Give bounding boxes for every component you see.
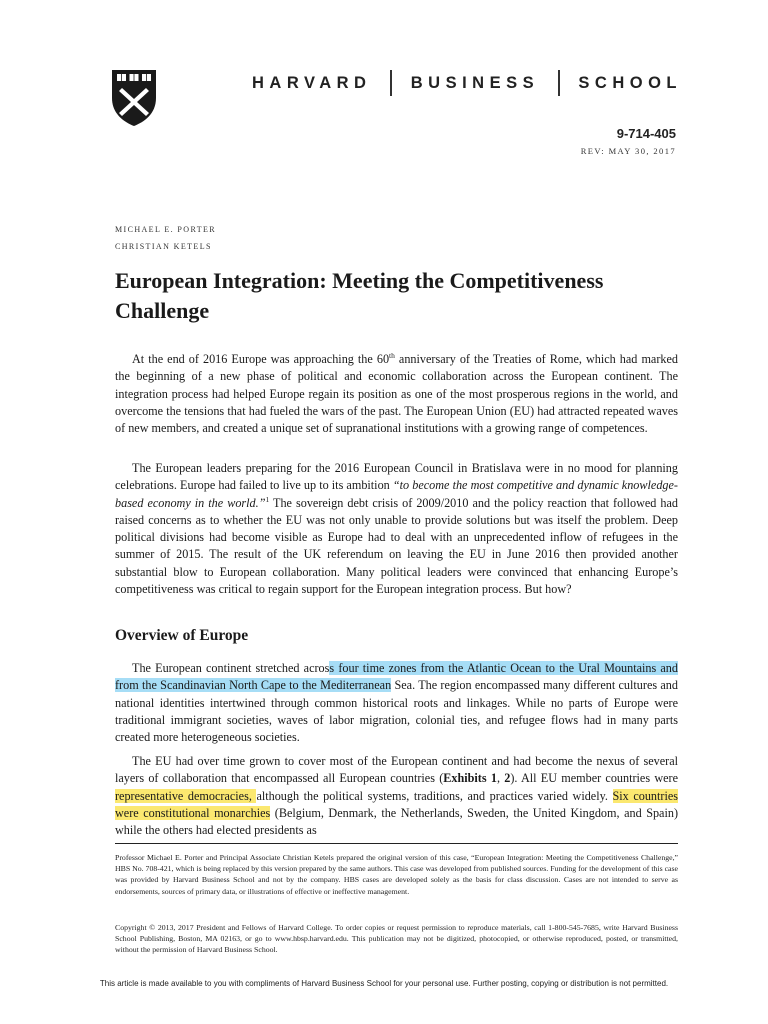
school-word-school: SCHOOL (578, 73, 682, 92)
text-run: although the political systems, traditions, and practices varied widely. (256, 788, 613, 803)
body-paragraph (115, 660, 678, 746)
case-number: 9-714-405 (616, 126, 676, 141)
footnote-authorship: Professor Michael E. Porter and Principal Associate Christian Ketels prepared the original version of this case, “European Integration: Meeting the Competitiveness Challenge,” HBS No. 708-421, which is being replaced by this version prepared by the same authors. This case was developed from published sources. Funding for the development of this case was provided by Harvard Business School and not by the company. HBS cases are developed solely as the basis for class discussion. Cases are not intended to serve as endorsements, sources of primary data, or illustrations of effective or ineffective management. (115, 853, 678, 896)
case-title: European Integration: Meeting the Competitiveness Challenge (115, 268, 604, 323)
author-name: CHRISTIAN KETELS (115, 242, 212, 251)
text-run: Sea. The region encompassed many different cultures and national identities intertwined through common historical roots and linkages. While no parts of Europe were traditional immigrant societies, waves of labor migration, colonial ties, and refugee flows had in many parts created more heterogeneous societies. (115, 678, 678, 745)
body-paragraph (115, 460, 678, 598)
body-paragraph (115, 753, 678, 839)
text-run: The EU had over time grown to cover most of the European continent and had become the nexus of several layers of collaboration that encompassed all European countries ( (115, 754, 678, 786)
header-divider (558, 70, 560, 96)
author-name: MICHAEL E. PORTER (115, 225, 217, 234)
text-run: The European continent stretched acros (132, 661, 330, 675)
text-run: anniversary of the Treaties of Rome, which had marked the beginning of a new phase of political and economic collaboration across the European continent. The integration process had helped Europe regain its position as one of the most prosperous regions in the world, and overcome the tensions that had fueled the wars of the past. The European Union (EU) had attracted repeated waves of new members, and created a unique set of supranational institutions with a growing range of competences. (115, 352, 678, 436)
text-run: ). All EU member countries were (510, 771, 678, 786)
exhibit-reference[interactable]: 2 (504, 771, 511, 786)
highlighted-text-yellow[interactable]: Six countries were constitutional monarchies (115, 788, 679, 820)
text-run: The sovereign debt crisis of 2009/2010 and the policy reaction that followed had raised concerns as to whether the EU was not only unable to provide solutions but was itself the problem. Deep political divisions had become visible as Europe had to deal with an unprecedented inflow of refugees in the summer of 2015. The result of the UK referendum on leaving the EU in June 2016 then provided another substantial blow to European collaboration. Many political leaders were convinced that enhancing Europe’s competitiveness was critical to regain support for the European integration process. But how? (115, 495, 678, 597)
italic-quote: “to become the most competitive and dynamic knowledge-based economy in the world.” (115, 478, 678, 510)
revision-date: REV: MAY 30, 2017 (580, 146, 676, 156)
header-divider (390, 70, 392, 96)
body-paragraph (115, 351, 678, 437)
text-run: , (496, 771, 505, 786)
school-word-business: BUSINESS (410, 73, 540, 92)
highlighted-text-yellow[interactable]: representative democracies, (115, 788, 257, 803)
text-run: (Belgium, Denmark, the Netherlands, Sweden, the United Kingdom, and Spain) while the others had elected presidents as (115, 805, 679, 838)
school-word-harvard: HARVARD (252, 73, 372, 92)
text-run: At the end of 2016 Europe was approaching the 60 (132, 352, 390, 366)
footnote-reference[interactable]: 1 (265, 494, 270, 504)
exhibit-reference[interactable]: Exhibits 1 (443, 771, 497, 786)
distribution-notice: This article is made available to you with compliments of Harvard Business School for your personal use. Further posting, copying or distribution is not permitted. (99, 979, 669, 988)
footnote-copyright: Copyright © 2013, 2017 President and Fellows of Harvard College. To order copies or request permission to reproduce materials, call 1-800-545-7685, write Harvard Business School Publishing, Boston, MA 02163, or go to www.hbsp.harvard.edu. This publication may not be digitized, photocopied, or otherwise reproduced, posted, or transmitted, without the permission of Harvard Business School. (115, 923, 678, 955)
school-name-header (252, 70, 682, 96)
hbs-shield-logo (110, 68, 158, 128)
highlighted-text-blue[interactable]: s four time zones from the Atlantic Ocean to the Ural Mountains and from the Scandinavian North Cape to the Mediterranean (115, 661, 678, 693)
superscript: th (389, 350, 395, 360)
footnote-divider (115, 843, 678, 844)
text-run: The European leaders preparing for the 2016 European Council in Bratislava were in no mood for planning celebrations. Europe had failed to live up to its ambition (115, 461, 678, 493)
section-heading: Overview of Europe (115, 627, 249, 644)
